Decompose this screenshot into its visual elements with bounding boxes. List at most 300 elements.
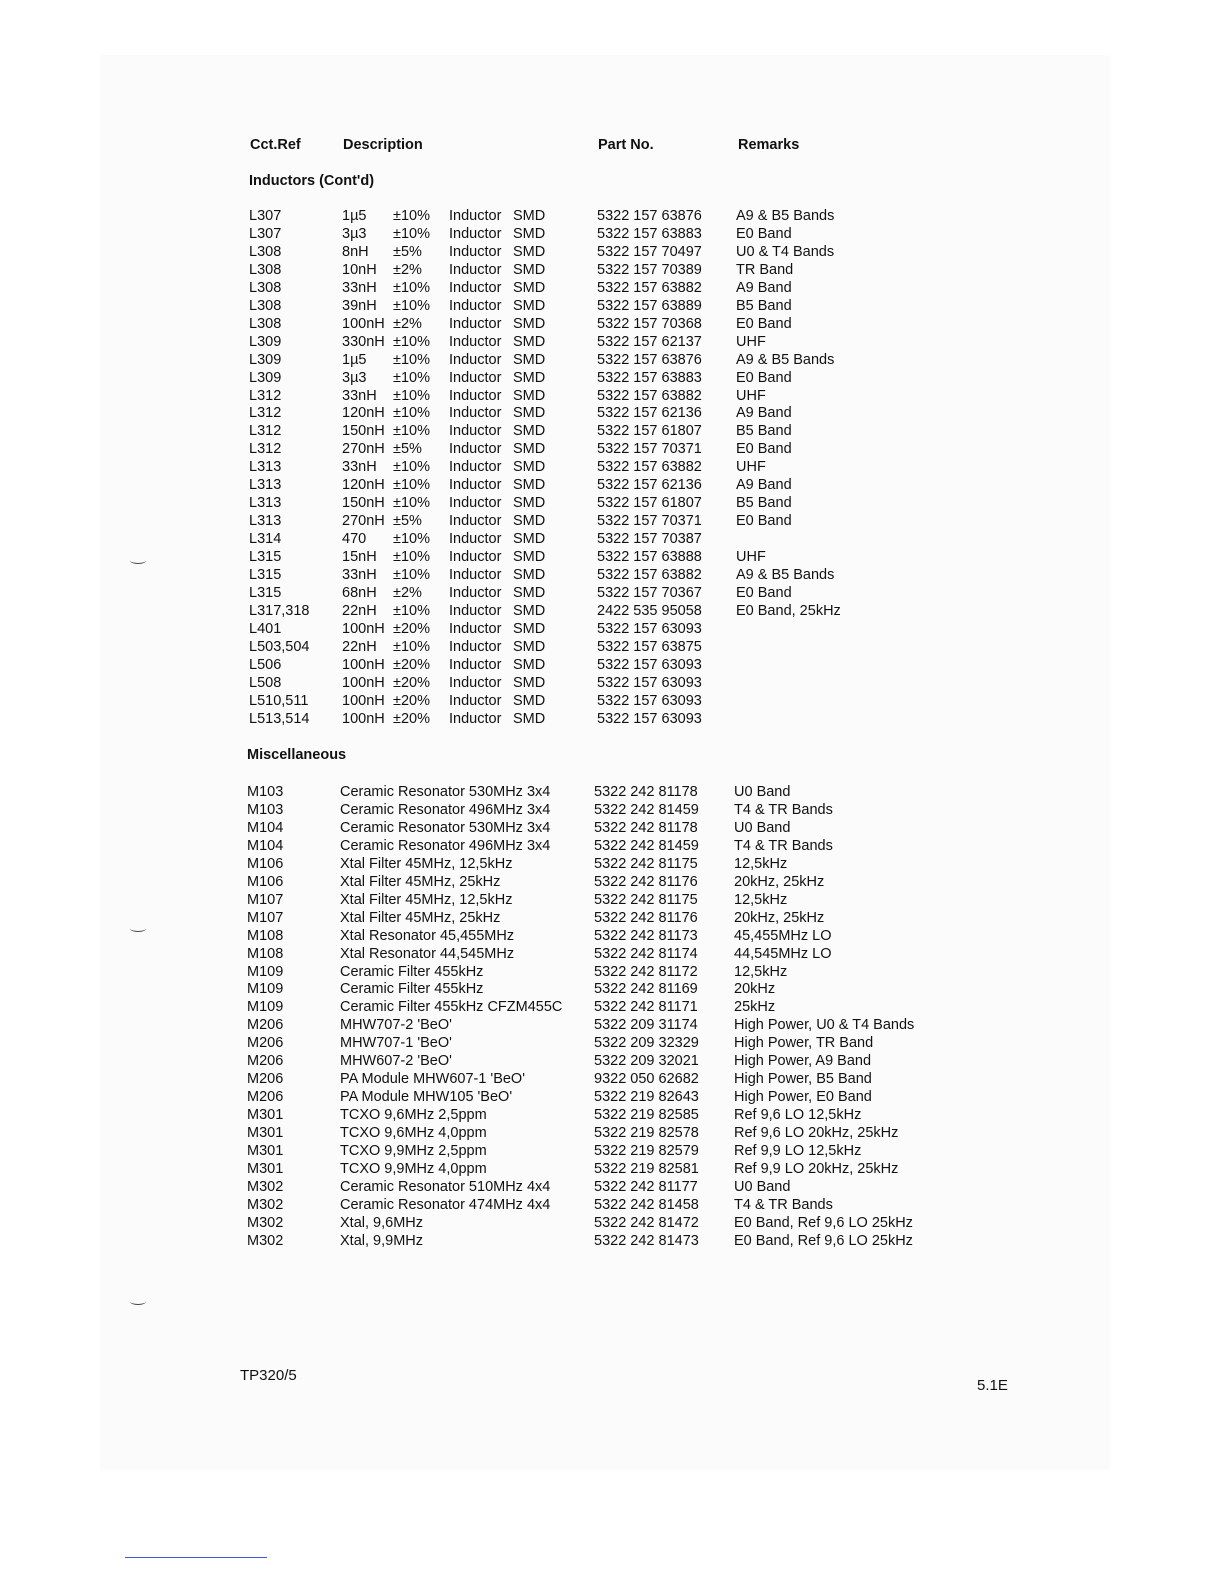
component-value: 33nH (342, 567, 377, 583)
component-value: 100nH (342, 620, 385, 637)
part-number: 5322 157 62137 (597, 333, 702, 350)
package: SMD (513, 297, 546, 314)
part-number: 5322 242 81176 (594, 909, 698, 926)
part-number: 2422 535 95058 (597, 602, 702, 619)
description: Ceramic Resonator 496MHz 3x4 (340, 837, 551, 854)
description: MHW707-2 'BeO' (340, 1017, 452, 1034)
description: TCXO 9,6MHz 4,0ppm (340, 1125, 487, 1142)
table-row (0, 638, 1224, 656)
component-type: Inductor (449, 243, 502, 260)
cct-ref: L315 (249, 567, 282, 583)
part-number: 5322 157 63875 (597, 638, 702, 655)
cct-ref: L308 (249, 315, 282, 332)
description: Xtal Filter 45MHz, 25kHz (340, 873, 501, 890)
scan-underline (125, 1557, 267, 1558)
component-type: Inductor (449, 423, 502, 440)
remark: A9 & B5 Bands (736, 208, 835, 224)
cct-ref: M108 (247, 945, 284, 962)
table-row (0, 440, 1224, 458)
cct-ref: L312 (249, 405, 282, 422)
part-number: 5322 157 63888 (597, 549, 702, 566)
part-number: 5322 157 61807 (597, 423, 702, 440)
tolerance: ±10% (393, 297, 430, 314)
part-number: 5322 219 82581 (594, 1160, 699, 1177)
remark: 12,5kHz (734, 855, 788, 872)
cct-ref: L314 (249, 531, 282, 548)
table-row (0, 530, 1224, 548)
cct-ref: L312 (249, 387, 282, 404)
package: SMD (513, 279, 546, 296)
table-row (0, 207, 1224, 225)
description: PA Module MHW607-1 'BeO' (340, 1071, 525, 1088)
component-type: Inductor (449, 477, 502, 494)
part-number: 5322 157 63876 (597, 208, 702, 224)
description: TCXO 9,9MHz 2,5ppm (340, 1143, 487, 1159)
tolerance: ±20% (393, 656, 430, 673)
remark: U0 & T4 Bands (736, 243, 835, 260)
part-number: 5322 157 63882 (597, 387, 702, 404)
component-type: Inductor (449, 225, 502, 242)
cct-ref: M206 (247, 1089, 284, 1106)
part-number: 5322 242 81174 (594, 945, 698, 962)
component-value: 33nH (342, 279, 377, 296)
table-row (0, 927, 1224, 945)
table-row (0, 351, 1224, 369)
remark: B5 Band (736, 495, 792, 512)
table-row (0, 1034, 1224, 1052)
package: SMD (513, 459, 546, 476)
description: Xtal Filter 45MHz, 12,5kHz (340, 855, 513, 872)
cct-ref: M104 (247, 819, 284, 836)
table-row (0, 602, 1224, 620)
tolerance: ±10% (393, 567, 430, 583)
component-value: 120nH (342, 477, 385, 494)
remark: 20kHz, 25kHz (734, 909, 825, 926)
component-value: 39nH (342, 297, 377, 314)
description: Ceramic Filter 455kHz CFZM455C (340, 999, 563, 1016)
remark: UHF (736, 459, 766, 476)
table-row (0, 855, 1224, 873)
table-row (0, 1106, 1224, 1124)
part-number: 5322 157 63093 (597, 674, 702, 691)
part-number: 5322 157 70371 (597, 513, 702, 530)
part-number: 5322 157 70371 (597, 441, 702, 458)
cct-ref: L313 (249, 495, 282, 512)
description: Ceramic Resonator 530MHz 3x4 (340, 819, 551, 836)
description: Xtal Filter 45MHz, 12,5kHz (340, 891, 513, 908)
tolerance: ±10% (393, 279, 430, 296)
component-value: 1µ5 (342, 208, 367, 224)
part-number: 5322 157 63876 (597, 351, 702, 368)
tolerance: ±5% (393, 513, 422, 530)
component-value: 100nH (342, 656, 385, 673)
component-type: Inductor (449, 513, 502, 530)
table-row (0, 584, 1224, 602)
part-number: 5322 242 81176 (594, 873, 698, 890)
package: SMD (513, 423, 546, 440)
part-number: 5322 157 70387 (597, 531, 702, 548)
table-row (0, 476, 1224, 494)
part-number: 5322 242 81175 (594, 855, 698, 872)
cct-ref: L312 (249, 441, 282, 458)
part-number: 5322 242 81173 (594, 927, 698, 944)
remark: E0 Band (736, 315, 792, 332)
cct-ref: L307 (249, 208, 282, 224)
remark: A9 & B5 Bands (736, 567, 835, 583)
part-number: 9322 050 62682 (594, 1071, 699, 1088)
remark: Ref 9,9 LO 20kHz, 25kHz (734, 1160, 899, 1177)
part-number: 5322 157 63093 (597, 620, 702, 637)
package: SMD (513, 351, 546, 368)
remark: T4 & TR Bands (734, 1196, 833, 1213)
package: SMD (513, 602, 546, 619)
part-number: 5322 209 32021 (594, 1053, 699, 1070)
table-row (0, 1214, 1224, 1232)
table-row (0, 243, 1224, 261)
component-type: Inductor (449, 279, 502, 296)
part-number: 5322 157 70368 (597, 315, 702, 332)
cct-ref: L510,511 (249, 692, 309, 709)
part-number: 5322 157 63093 (597, 656, 702, 673)
component-type: Inductor (449, 638, 502, 655)
remark: Ref 9,6 LO 12,5kHz (734, 1107, 862, 1124)
package: SMD (513, 656, 546, 673)
table-row (0, 566, 1224, 584)
cct-ref: M108 (247, 927, 284, 944)
component-value: 330nH (342, 333, 385, 350)
component-type: Inductor (449, 261, 502, 278)
component-type: Inductor (449, 351, 502, 368)
description: Ceramic Resonator 474MHz 4x4 (340, 1196, 551, 1213)
part-number: 5322 157 70389 (597, 261, 702, 278)
remark: 20kHz, 25kHz (734, 873, 825, 890)
component-type: Inductor (449, 405, 502, 422)
cct-ref: M301 (247, 1125, 284, 1142)
description: Ceramic Resonator 530MHz 3x4 (340, 784, 551, 800)
description: MHW707-1 'BeO' (340, 1035, 452, 1052)
table-row (0, 909, 1224, 927)
table-row (0, 1196, 1224, 1214)
cct-ref: M109 (247, 981, 284, 998)
table-row (0, 512, 1224, 530)
description: Xtal, 9,6MHz (340, 1214, 423, 1231)
part-number: 5322 242 81175 (594, 891, 698, 908)
remark: UHF (736, 333, 766, 350)
component-value: 1µ5 (342, 351, 367, 368)
cct-ref: L307 (249, 225, 282, 242)
remark: E0 Band, Ref 9,6 LO 25kHz (734, 1232, 913, 1249)
scan-mark (130, 1298, 146, 1305)
component-value: 120nH (342, 405, 385, 422)
document-code: TP320/5 (240, 1367, 297, 1384)
cct-ref: M301 (247, 1107, 284, 1124)
package: SMD (513, 513, 546, 530)
package: SMD (513, 405, 546, 422)
part-number: 5322 157 63889 (597, 297, 702, 314)
part-number: 5322 157 62136 (597, 405, 702, 422)
part-number: 5322 242 81169 (594, 981, 698, 998)
cct-ref: M206 (247, 1053, 284, 1070)
component-value: 100nH (342, 710, 385, 727)
part-number: 5322 157 61807 (597, 495, 702, 512)
table-row (0, 225, 1224, 243)
table-row (0, 458, 1224, 476)
table-row (0, 998, 1224, 1016)
description: Xtal Resonator 44,545MHz (340, 945, 515, 962)
cct-ref: M106 (247, 855, 284, 872)
tolerance: ±10% (393, 387, 430, 404)
component-value: 470 (342, 531, 367, 548)
package: SMD (513, 495, 546, 512)
component-value: 100nH (342, 315, 385, 332)
remark: E0 Band, Ref 9,6 LO 25kHz (734, 1214, 913, 1231)
component-value: 150nH (342, 423, 385, 440)
component-type: Inductor (449, 656, 502, 673)
tolerance: ±10% (393, 405, 430, 422)
remark: A9 Band (736, 405, 792, 422)
cct-ref: M301 (247, 1143, 284, 1159)
component-value: 3µ3 (342, 225, 367, 242)
package: SMD (513, 531, 546, 548)
header-cct-ref: Cct.Ref (250, 137, 301, 153)
table-row (0, 1178, 1224, 1196)
component-value: 68nH (342, 584, 377, 601)
cct-ref: M103 (247, 784, 284, 800)
remark: 12,5kHz (734, 891, 788, 908)
component-value: 270nH (342, 441, 385, 458)
part-number: 5322 242 81473 (594, 1232, 699, 1249)
remark: E0 Band (736, 369, 792, 386)
part-number: 5322 157 70367 (597, 584, 702, 601)
table-row (0, 783, 1224, 801)
component-type: Inductor (449, 459, 502, 476)
cct-ref: L315 (249, 549, 282, 566)
cct-ref: L309 (249, 351, 282, 368)
remark: High Power, B5 Band (734, 1071, 872, 1088)
part-number: 5322 242 81178 (594, 819, 698, 836)
part-number: 5322 157 63882 (597, 459, 702, 476)
package: SMD (513, 674, 546, 691)
table-row (0, 710, 1224, 728)
remark: E0 Band (736, 513, 792, 530)
table-row (0, 422, 1224, 440)
remark: T4 & TR Bands (734, 837, 833, 854)
table-row (0, 1232, 1224, 1250)
package: SMD (513, 710, 546, 727)
remark: E0 Band (736, 225, 792, 242)
package: SMD (513, 477, 546, 494)
cct-ref: L313 (249, 459, 282, 476)
table-row (0, 819, 1224, 837)
table-row (0, 1088, 1224, 1106)
part-number: 5322 242 81459 (594, 801, 699, 818)
cct-ref: M107 (247, 909, 284, 926)
tolerance: ±10% (393, 423, 430, 440)
table-row (0, 801, 1224, 819)
table-row (0, 279, 1224, 297)
table-row (0, 261, 1224, 279)
section-title-miscellaneous: Miscellaneous (247, 747, 347, 763)
table-row (0, 315, 1224, 333)
tolerance: ±2% (393, 315, 422, 332)
component-type: Inductor (449, 208, 502, 224)
part-number: 5322 157 63882 (597, 567, 702, 583)
remark: 25kHz (734, 999, 776, 1016)
remark: 20kHz (734, 981, 776, 998)
package: SMD (513, 333, 546, 350)
package: SMD (513, 208, 546, 224)
cct-ref: M301 (247, 1160, 284, 1177)
package: SMD (513, 243, 546, 260)
table-row (0, 963, 1224, 981)
remark: TR Band (736, 261, 794, 278)
part-number: 5322 242 81458 (594, 1196, 699, 1213)
table-row (0, 620, 1224, 638)
tolerance: ±5% (393, 441, 422, 458)
header-description: Description (343, 137, 423, 153)
remark: U0 Band (734, 819, 791, 836)
remark: High Power, U0 & T4 Bands (734, 1017, 915, 1034)
component-type: Inductor (449, 602, 502, 619)
cct-ref: L309 (249, 333, 282, 350)
table-row (0, 404, 1224, 422)
tolerance: ±2% (393, 261, 422, 278)
table-row (0, 674, 1224, 692)
cct-ref: M103 (247, 801, 284, 818)
part-number: 5322 242 81178 (594, 784, 698, 800)
part-number: 5322 219 82578 (594, 1125, 699, 1142)
tolerance: ±10% (393, 495, 430, 512)
tolerance: ±20% (393, 692, 430, 709)
header-remarks: Remarks (738, 137, 800, 153)
page-number: 5.1Ε (977, 1377, 1008, 1394)
tolerance: ±10% (393, 225, 430, 242)
remark: U0 Band (734, 784, 791, 800)
part-number: 5322 157 63093 (597, 710, 702, 727)
remark: High Power, E0 Band (734, 1089, 872, 1106)
cct-ref: L401 (249, 620, 282, 637)
component-type: Inductor (449, 369, 502, 386)
part-number: 5322 157 63093 (597, 692, 702, 709)
component-value: 100nH (342, 674, 385, 691)
cct-ref: M106 (247, 873, 284, 890)
part-number: 5322 157 70497 (597, 243, 702, 260)
part-number: 5322 219 82585 (594, 1107, 699, 1124)
component-type: Inductor (449, 531, 502, 548)
cct-ref: L308 (249, 243, 282, 260)
table-row (0, 548, 1224, 566)
cct-ref: L308 (249, 261, 282, 278)
part-number: 5322 242 81459 (594, 837, 699, 854)
component-type: Inductor (449, 674, 502, 691)
table-row (0, 333, 1224, 351)
scan-mark (130, 557, 146, 564)
cct-ref: L308 (249, 279, 282, 296)
component-value: 15nH (342, 549, 377, 566)
component-value: 100nH (342, 692, 385, 709)
package: SMD (513, 567, 546, 583)
cct-ref: L513,514 (249, 710, 310, 727)
package: SMD (513, 225, 546, 242)
part-number: 5322 157 63883 (597, 225, 702, 242)
part-number: 5322 209 31174 (594, 1017, 698, 1034)
table-row (0, 1052, 1224, 1070)
package: SMD (513, 692, 546, 709)
cct-ref: L313 (249, 513, 282, 530)
component-value: 33nH (342, 387, 377, 404)
remark: A9 Band (736, 279, 792, 296)
description: Ceramic Resonator 510MHz 4x4 (340, 1178, 551, 1195)
tolerance: ±2% (393, 584, 422, 601)
tolerance: ±10% (393, 638, 430, 655)
part-number: 5322 157 63883 (597, 369, 702, 386)
remark: T4 & TR Bands (734, 801, 833, 818)
tolerance: ±10% (393, 208, 430, 224)
remark: U0 Band (734, 1178, 791, 1195)
component-type: Inductor (449, 549, 502, 566)
remark: High Power, A9 Band (734, 1053, 872, 1070)
table-row (0, 1070, 1224, 1088)
cct-ref: L503,504 (249, 638, 310, 655)
component-type: Inductor (449, 441, 502, 458)
tolerance: ±20% (393, 674, 430, 691)
component-type: Inductor (449, 692, 502, 709)
cct-ref: M104 (247, 837, 284, 854)
part-number: 5322 242 81171 (594, 999, 698, 1016)
remark: E0 Band, 25kHz (736, 602, 841, 619)
package: SMD (513, 584, 546, 601)
part-number: 5322 242 81472 (594, 1214, 699, 1231)
remark: B5 Band (736, 423, 792, 440)
section-title-inductors: Inductors (Cont'd) (249, 173, 375, 189)
description: Xtal Resonator 45,455MHz (340, 927, 515, 944)
remark: Ref 9,9 LO 12,5kHz (734, 1143, 862, 1159)
component-value: 270nH (342, 513, 385, 530)
package: SMD (513, 369, 546, 386)
remark: E0 Band (736, 441, 792, 458)
part-number: 5322 209 32329 (594, 1035, 699, 1052)
cct-ref: L508 (249, 674, 282, 691)
component-type: Inductor (449, 333, 502, 350)
table-row (0, 369, 1224, 387)
tolerance: ±20% (393, 620, 430, 637)
component-value: 150nH (342, 495, 385, 512)
tolerance: ±10% (393, 459, 430, 476)
remark: A9 & B5 Bands (736, 351, 835, 368)
cct-ref: M302 (247, 1214, 284, 1231)
cct-ref: M302 (247, 1196, 284, 1213)
component-value: 10nH (342, 261, 377, 278)
remark: 12,5kHz (734, 963, 788, 980)
table-row (0, 297, 1224, 315)
description: TCXO 9,9MHz 4,0ppm (340, 1160, 487, 1177)
package: SMD (513, 638, 546, 655)
cct-ref: L312 (249, 423, 282, 440)
table-row (0, 891, 1224, 909)
table-row (0, 873, 1224, 891)
component-type: Inductor (449, 495, 502, 512)
component-type: Inductor (449, 710, 502, 727)
tolerance: ±5% (393, 243, 422, 260)
remark: E0 Band (736, 584, 792, 601)
component-type: Inductor (449, 567, 502, 583)
cct-ref: M302 (247, 1232, 284, 1249)
component-type: Inductor (449, 387, 502, 404)
remark: 45,455MHz LO (734, 927, 832, 944)
component-value: 22nH (342, 638, 377, 655)
component-type: Inductor (449, 584, 502, 601)
tolerance: ±10% (393, 333, 430, 350)
